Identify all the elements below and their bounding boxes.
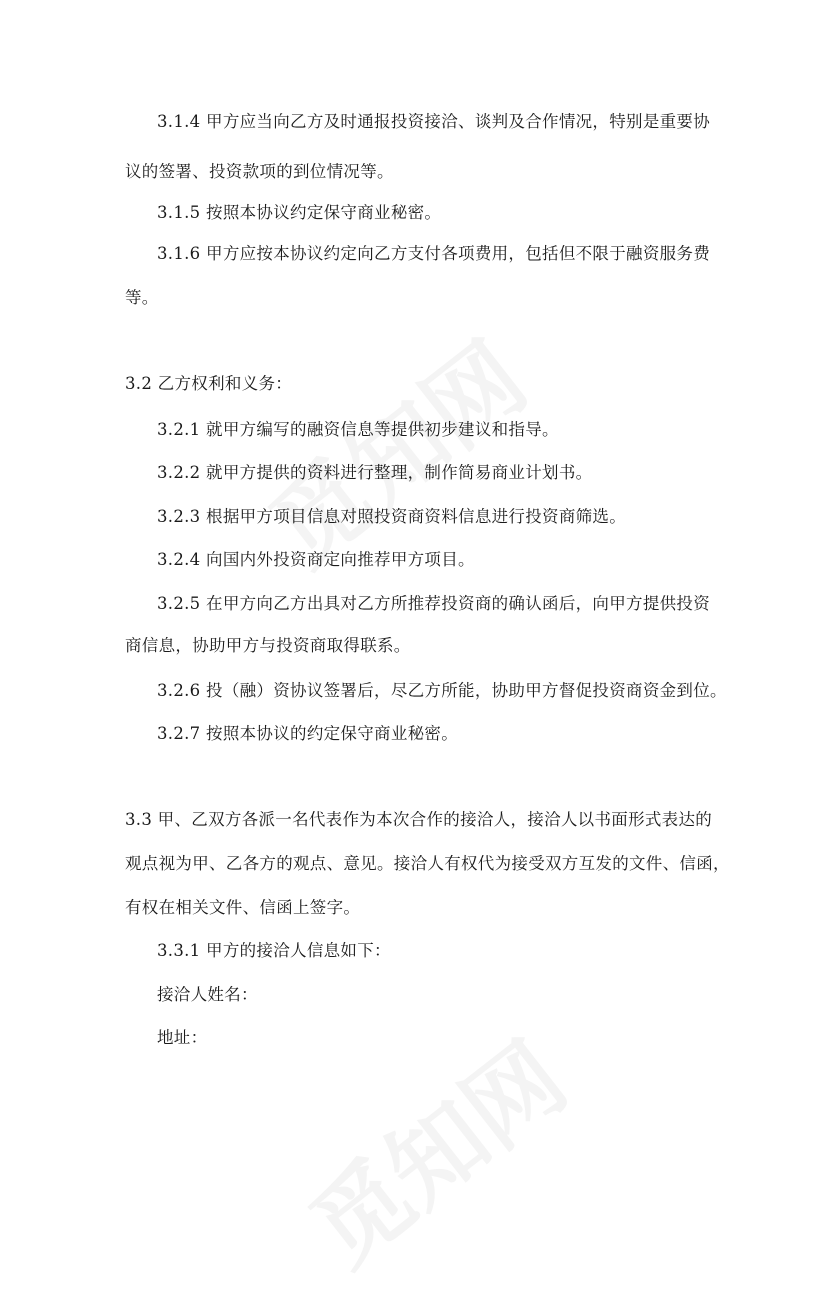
section-3-2-heading: 3.2 乙方权利和义务： bbox=[125, 374, 293, 393]
clause-3-1-4-line-1: 3.1.4 甲方应当向乙方及时通报投资接洽、谈判及合作情况，特别是重要协 bbox=[157, 112, 711, 131]
clause-3-2-6: 3.2.6 投（融）资协议签署后，尽乙方所能，协助甲方督促投资商资金到位。 bbox=[157, 681, 727, 700]
clause-3-2-3: 3.2.3 根据甲方项目信息对照投资商资料信息进行投资商筛选。 bbox=[157, 507, 627, 526]
clause-3-1-5: 3.1.5 按照本协议约定保守商业秘密。 bbox=[157, 203, 442, 222]
clause-3-2-7: 3.2.7 按照本协议的约定保守商业秘密。 bbox=[157, 724, 459, 743]
clause-3-2-5-line-1: 3.2.5 在甲方向乙方出具对乙方所推荐投资商的确认函后，向甲方提供投资 bbox=[157, 594, 711, 613]
clause-3-2-5-line-2: 商信息，协助甲方与投资商取得联系。 bbox=[125, 636, 411, 655]
section-3-3-line-3: 有权在相关文件、信函上签字。 bbox=[125, 898, 361, 917]
clause-3-2-4: 3.2.4 向国内外投资商定向推荐甲方项目。 bbox=[157, 550, 475, 569]
section-3-3-line-1: 3.3 甲、乙双方各派一名代表作为本次合作的接洽人，接洽人以书面形式表达的 bbox=[125, 810, 713, 829]
clause-3-2-2: 3.2.2 就甲方提供的资料进行整理，制作简易商业计划书。 bbox=[157, 463, 593, 482]
watermark bbox=[278, 1006, 589, 1291]
section-3-3-line-2: 观点视为甲、乙各方的观点、意见。接洽人有权代为接受双方互发的文件、信函， bbox=[125, 854, 730, 873]
clause-3-3-1: 3.3.1 甲方的接洽人信息如下： bbox=[157, 941, 391, 960]
contact-name-label: 接洽人姓名： bbox=[157, 985, 258, 1004]
clause-3-1-6-line-1: 3.1.6 甲方应按本协议约定向乙方支付各项费用，包括但不限于融资服务费 bbox=[157, 244, 711, 263]
address-label: 地址： bbox=[157, 1028, 208, 1047]
clause-3-2-1: 3.2.1 就甲方编写的融资信息等提供初步建议和指导。 bbox=[157, 420, 559, 439]
clause-3-1-6-line-2: 等。 bbox=[125, 288, 159, 307]
clause-3-1-4-line-2: 议的签署、投资款项的到位情况等。 bbox=[125, 162, 394, 181]
